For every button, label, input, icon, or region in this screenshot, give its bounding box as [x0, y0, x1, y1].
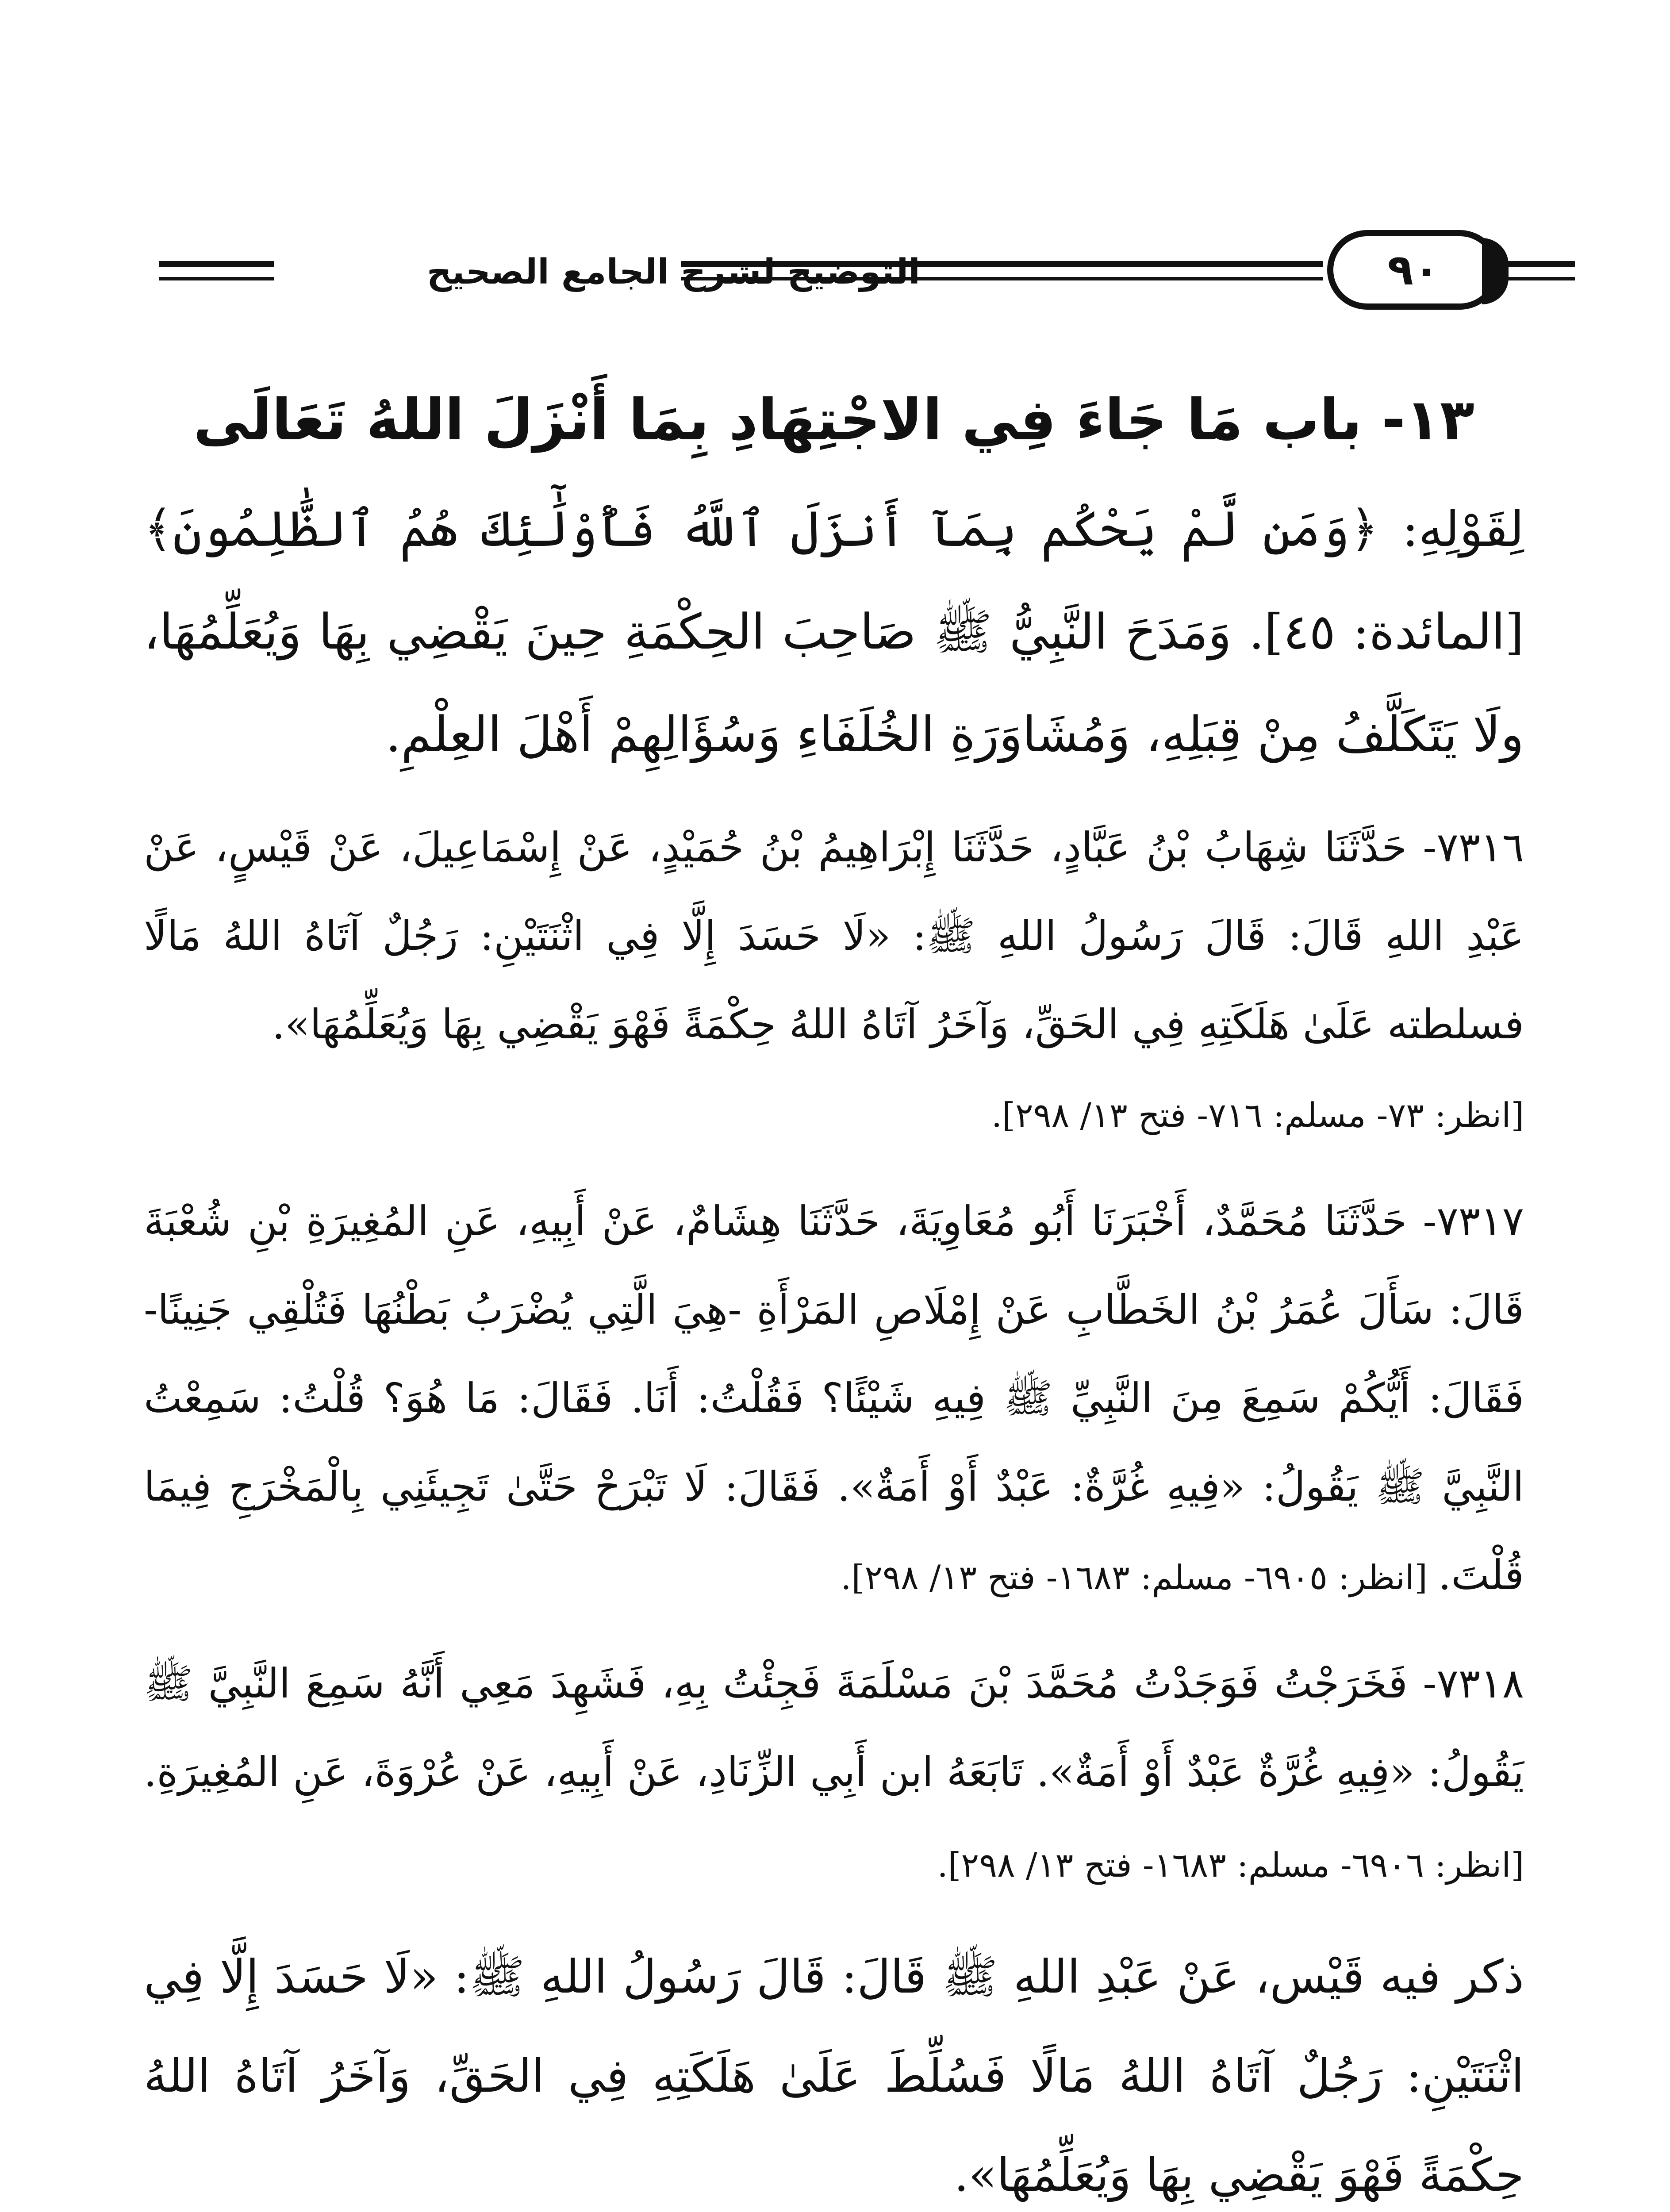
header-rule-right-top — [1504, 261, 1575, 267]
hadith-7318-text: ٧٣١٨- فَخَرَجْتُ فَوَجَدْتُ مُحَمَّدَ بْنَ مَسْلَمَةَ فَجِئْتُ بِهِ، فَشَهِدَ مَعِي أَنَّهُ سَمِعَ النَّبِيَّ ﷺ يَقُولُ: «فِيهِ غُرَّةٌ عَبْدٌ أَوْ أَمَةٌ». تَابَعَهُ ابن أَبِي الزِّنَادِ، عَنْ أَبِيهِ، عَنْ عُرْوَةَ، عَنِ المُغِيرَةِ. — [144, 1660, 1524, 1796]
page-number-badge — [1327, 230, 1500, 310]
hadith-7316 — [144, 803, 1524, 1160]
hadith-7318 — [144, 1640, 1524, 1909]
header-rule-middle-bottom — [681, 277, 1323, 280]
page-number: ٩٠ — [1387, 245, 1440, 295]
chapter-title: ١٣- باب مَا جَاءَ فِي الاجْتِهَادِ بِمَا أَنْزَلَ اللهُ تَعَالَى — [193, 387, 1474, 453]
header-rule-left-bottom — [159, 277, 274, 280]
running-title: التوضيح لشرح الجامع الصحيح — [426, 252, 920, 292]
intro-rest: [المائدة: ٤٥]. وَمَدَحَ النَّبِيُّ ﷺ صَاحِبَ الحِكْمَةِ حِينَ يَقْضِي بِهَا وَيُعَلِّمُهَا، ولَا يَتَكَلَّفُ مِنْ قِبَلِهِ، وَمُشَاوَرَةِ الخُلَفَاءِ وَسُؤَالِهِمْ أَهْلَ العِلْمِ. — [144, 603, 1524, 763]
header-rule-middle-top — [681, 261, 1323, 267]
hadith-7317-text: ٧٣١٧- حَدَّثَنَا مُحَمَّدٌ، أَخْبَرَنَا أَبُو مُعَاوِيَةَ، حَدَّثَنَا هِشَامٌ، عَنْ أَبِيهِ، عَنِ المُغِيرَةِ بْنِ شُعْبَةَ قَالَ: سَأَلَ عُمَرُ بْنُ الخَطَّابِ عَنْ إِمْلَاصِ المَرْأَةِ -هِيَ الَّتِي يُضْرَبُ بَطْنُهَا فَتُلْقِي جَنِينًا- فَقَالَ: أَيُّكُمْ سَمِعَ مِنَ النَّبِيِّ ﷺ فِيهِ شَيْئًا؟ فَقُلْتُ: أَنَا. فَقَالَ: مَا هُوَ؟ قُلْتُ: سَمِعْتُ النَّبِيَّ ﷺ يَقُولُ: «فِيهِ غُرَّةٌ: عَبْدٌ أَوْ أَمَةٌ». فَقَالَ: لَا تَبْرَحْ حَتَّىٰ تَجِيئَنِي بِالْمَخْرَجِ فِيمَا قُلْتَ. — [144, 1198, 1524, 1599]
page-badge-cap — [1482, 238, 1509, 304]
hadith-7316-reference: [انظر: ٧٣- مسلم: ٧١٦- فتح ١٣/ ٢٩٨]. — [991, 1095, 1524, 1135]
hadith-7317 — [144, 1177, 1524, 1622]
intro-lead: لِقَوْلِهِ: — [1378, 501, 1524, 557]
hadith-7317-reference: [انظر: ٦٩٠٥- مسلم: ١٦٨٣- فتح ١٣/ ٢٩٨]. — [841, 1558, 1438, 1597]
hadith-7318-reference: [انظر: ٦٩٠٦- مسلم: ١٦٨٣- فتح ١٣/ ٢٩٨]. — [937, 1845, 1524, 1885]
commentary-paragraph: ذكر فيه قَيْس، عَنْ عَبْدِ اللهِ ﷺ قَالَ: قَالَ رَسُولُ اللهِ ﷺ: «لَا حَسَدَ إِلَّا فِي اثْنَتَيْنِ: رَجُلٌ آتَاهُ اللهُ مَالًا فَسُلِّطَ عَلَىٰ هَلَكَتِهِ فِي الحَقِّ، وَآخَرُ آتَاهُ اللهُ حِكْمَةً فَهْوَ يَقْضِي بِهَا وَيُعَلِّمُهَا». — [144, 1950, 1524, 2202]
header-rule-right-bottom — [1504, 277, 1575, 280]
page-body — [144, 367, 1524, 2212]
running-header — [159, 230, 1575, 319]
quran-verse: ﴿وَمَن لَّمْ يَحْكُم بِمَآ أَنزَلَ ٱللَّهُ فَأُوْلَٰٓئِكَ هُمُ ٱلظَّٰلِمُونَ﴾ — [144, 500, 1379, 558]
header-rule-left-top — [159, 261, 274, 267]
hadith-7316-text: ٧٣١٦- حَدَّثَنَا شِهَابُ بْنُ عَبَّادٍ، حَدَّثَنَا إِبْرَاهِيمُ بْنُ حُمَيْدٍ، عَنْ إِسْمَاعِيلَ، عَنْ قَيْسٍ، عَنْ عَبْدِ اللهِ قَالَ: قَالَ رَسُولُ اللهِ ﷺ: «لَا حَسَدَ إِلَّا فِي اثْنَتَيْنِ: رَجُلٌ آتَاهُ اللهُ مَالًا فسلطته عَلَىٰ هَلَكَتِهِ فِي الحَقِّ، وَآخَرُ آتَاهُ اللهُ حِكْمَةً فَهْوَ يَقْضِي بِهَا وَيُعَلِّمُهَا». — [144, 824, 1524, 1048]
chapter-intro — [144, 478, 1524, 786]
